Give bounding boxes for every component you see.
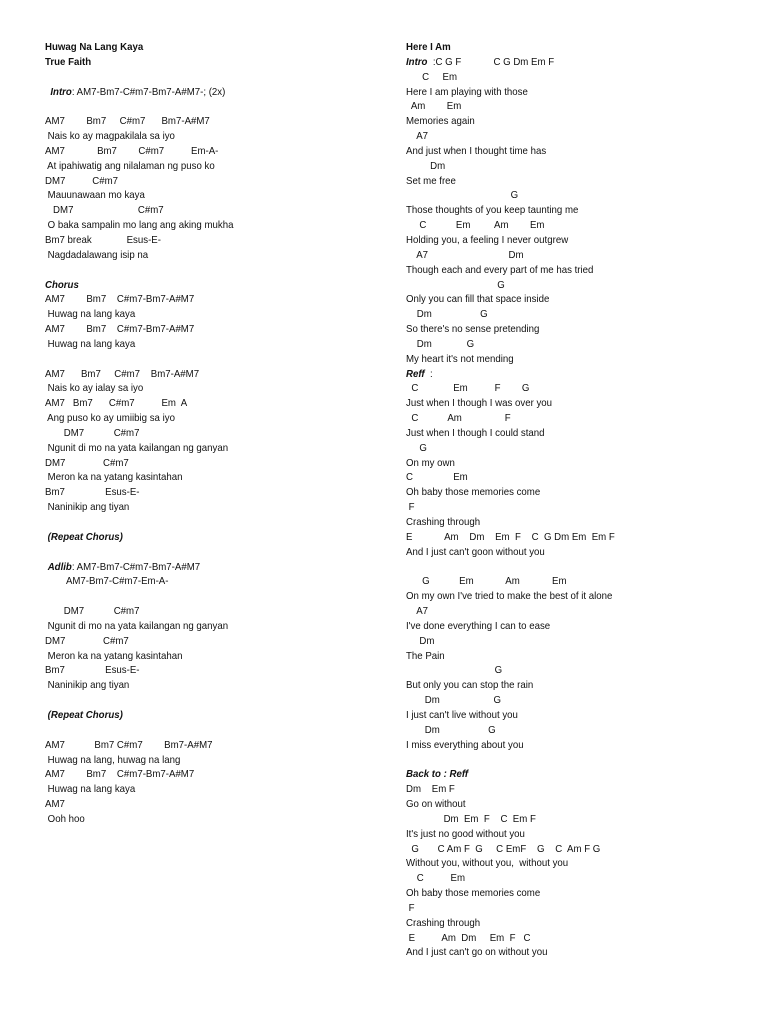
lyric-line: Go on without [406, 798, 466, 811]
chord-sequence: : [424, 367, 433, 380]
chord-line: G [406, 664, 503, 677]
chord-line: G [406, 278, 505, 291]
lyric-line: Only you can fill that space inside [406, 293, 550, 306]
lyric-line: Just when I though I was over you [406, 397, 553, 410]
lyric-line: Oh baby those memories come [406, 887, 541, 900]
chord-line: Bm7 Esus-E- [45, 486, 140, 499]
lyric-line: Oh baby those memories come [406, 486, 541, 499]
labeled-line [406, 367, 719, 382]
chord-line: C Em [406, 70, 458, 83]
lyric-line: On my own [406, 456, 455, 469]
chord-sequence: : AM7-Bm7-C#m7-Bm7-A#M7 [71, 560, 201, 573]
chord-line: C Em [406, 471, 468, 484]
chord-line: G [406, 189, 519, 202]
blank-line [45, 589, 349, 604]
section-label: Intro [406, 55, 428, 68]
lyric-line: Holding you, a feeling I never outgrew [406, 233, 569, 246]
lyric-line: Huwag na lang kaya [45, 783, 136, 796]
lyric-line: Ooh hoo [45, 812, 85, 825]
lyric-line: My heart it's not mending [406, 352, 514, 365]
lyric-line: And I just can't goon without you [406, 545, 545, 558]
lyric-line: I miss everything about you [406, 738, 524, 751]
section-heading: Chorus [45, 278, 79, 291]
chord-line: C Em [406, 872, 466, 885]
blank-line [45, 70, 349, 85]
chord-line: AM7 Bm7 C#m7 Bm7-A#M7 [45, 367, 200, 380]
chord-line: Dm G [406, 337, 475, 350]
chord-line: AM7 Bm7 C#m7-Bm7-A#M7 [45, 768, 195, 781]
lyric-line: So there's no sense pretending [406, 323, 540, 336]
labeled-line [45, 85, 349, 100]
chord-line: DM7 C#m7 [45, 456, 129, 469]
chord-line: F [406, 501, 415, 514]
lyric-line: Huwag na lang kaya [45, 337, 136, 350]
lyric-line: Set me free [406, 174, 456, 187]
left-song-column [45, 40, 375, 827]
lyric-line: Nais ko ay ialay sa iyo [45, 382, 144, 395]
blank-line [45, 99, 349, 114]
lyric-line: Naninikip ang tiyan [45, 679, 130, 692]
song-title: True Faith [45, 55, 92, 68]
chord-line: Bm7 Esus-E- [45, 664, 140, 677]
right-song-column [406, 40, 746, 960]
chord-line: C Em Am Em [406, 219, 545, 232]
blank-line [45, 263, 349, 278]
lyric-line: And just when I thought time has [406, 144, 547, 157]
lyric-line: Nais ko ay magpakilala sa iyo [45, 130, 175, 143]
lyric-line: Nagdadalawang isip na [45, 248, 149, 261]
lyric-line: But only you can stop the rain [406, 679, 534, 692]
lyric-line: Ngunit di mo na yata kailangan ng ganyan [45, 619, 229, 632]
lyric-line: Naninikip ang tiyan [45, 501, 130, 514]
lyric-line: The Pain [406, 649, 445, 662]
chord-line: DM7 C#m7 [45, 426, 140, 439]
blank-line [406, 560, 719, 575]
lyric-line: Crashing through [406, 916, 481, 929]
chord-line: A7 [406, 605, 429, 618]
lyric-line: Without you, without you, without you [406, 857, 569, 870]
labeled-line [45, 560, 349, 575]
chord-line: AM7 Bm7 C#m7 Em A [45, 397, 188, 410]
chord-line: DM7 C#m7 [45, 634, 129, 647]
lyric-line: Crashing through [406, 516, 481, 528]
section-label: Reff [406, 367, 425, 380]
chord-line: A7 Dm [406, 248, 524, 261]
lyric-line: On my own I've tried to make the best of it alone [406, 590, 613, 603]
chord-line: Dm Em F C Em F [406, 812, 536, 825]
lyric-line: I just can't live without you [406, 708, 518, 721]
section-heading: (Repeat Chorus) [45, 708, 123, 721]
chord-line: Dm [406, 159, 446, 172]
chord-line: G Em Am Em [406, 575, 567, 588]
chord-line: DM7 C#m7 [45, 174, 119, 187]
section-heading: (Repeat Chorus) [45, 530, 123, 543]
chord-line: Dm G [406, 723, 496, 736]
lyric-line: Though each and every part of me has tried [406, 263, 594, 276]
chord-line: E Am Dm Em F C G Dm Em Em F [406, 530, 615, 543]
lyric-line: Huwag na lang, huwag na lang [45, 753, 181, 766]
lyric-line: And I just can't go on without you [406, 946, 548, 959]
chord-line: Dm G [406, 694, 502, 707]
lyric-line: Meron ka na yatang kasintahan [45, 471, 183, 484]
chord-sequence: :C G F C G Dm Em F [427, 55, 555, 68]
blank-line [45, 352, 349, 367]
chord-line: AM7-Bm7-C#m7-Em-A- [45, 575, 169, 588]
chord-sequence: : AM7-Bm7-C#m7-Bm7-A#M7-; (2x) [71, 85, 226, 98]
lyric-line: Ngunit di mo na yata kailangan ng ganyan [45, 441, 229, 454]
lyric-line: Meron ka na yatang kasintahan [45, 649, 183, 662]
chord-line: G C Am F G C EmF G C Am F G [406, 842, 601, 855]
lyric-line: Ang puso ko ay umiibig sa iyo [45, 412, 175, 425]
chord-line: Dm Em F [406, 783, 455, 796]
chord-line: AM7 Bm7 C#m7 Bm7-A#M7 [45, 115, 210, 128]
labeled-line [406, 55, 719, 70]
chord-line: DM7 C#m7 [45, 605, 140, 618]
chord-line: G [406, 441, 427, 454]
lyric-line: Just when I though I could stand [406, 426, 545, 439]
chord-line: Dm G [406, 308, 488, 321]
blank-line [406, 753, 719, 768]
song-title: Huwag Na Lang Kaya [45, 41, 144, 53]
lyric-line: Here I am playing with those [406, 85, 528, 98]
chord-line: AM7 Bm7 C#m7 Bm7-A#M7 [45, 738, 213, 751]
chord-line: AM7 Bm7 C#m7 Em-A- [45, 144, 219, 157]
lyric-line: Huwag na lang kaya [45, 308, 136, 321]
section-label: Intro [50, 85, 72, 98]
lyric-line: I've done everything I can to ease [406, 619, 551, 632]
lyric-line: Mauunawaan mo kaya [45, 189, 145, 202]
chord-line: AM7 Bm7 C#m7-Bm7-A#M7 [45, 293, 195, 306]
blank-line [45, 693, 349, 708]
section-heading: Back to : Reff [406, 768, 469, 781]
lyric-line: It's just no good without you [406, 827, 525, 840]
chord-line: Bm7 break Esus-E- [45, 233, 161, 246]
song-title: Here I Am [406, 41, 451, 53]
section-label: Adlib [47, 560, 72, 573]
blank-line [45, 545, 349, 560]
chord-line: E Am Dm Em F C [406, 931, 531, 944]
blank-line [45, 515, 349, 530]
chord-line: Dm [406, 634, 435, 647]
blank-line [45, 723, 349, 738]
chord-line: DM7 C#m7 [45, 204, 164, 217]
lyric-line: O baka sampalin mo lang ang aking mukha [45, 219, 234, 232]
lyric-line: Those thoughts of you keep taunting me [406, 204, 579, 217]
lyric-line: Memories again [406, 115, 475, 128]
chord-line: A7 [406, 130, 429, 143]
chord-line: F [406, 901, 415, 914]
lyric-line: At ipahiwatig ang nilalaman ng puso ko [45, 159, 215, 172]
chord-line: AM7 Bm7 C#m7-Bm7-A#M7 [45, 323, 195, 336]
chord-line: C Am F [406, 412, 511, 425]
chord-line: Am Em [406, 100, 462, 113]
chord-line: C Em F G [406, 382, 530, 395]
chord-line: AM7 [45, 798, 65, 811]
